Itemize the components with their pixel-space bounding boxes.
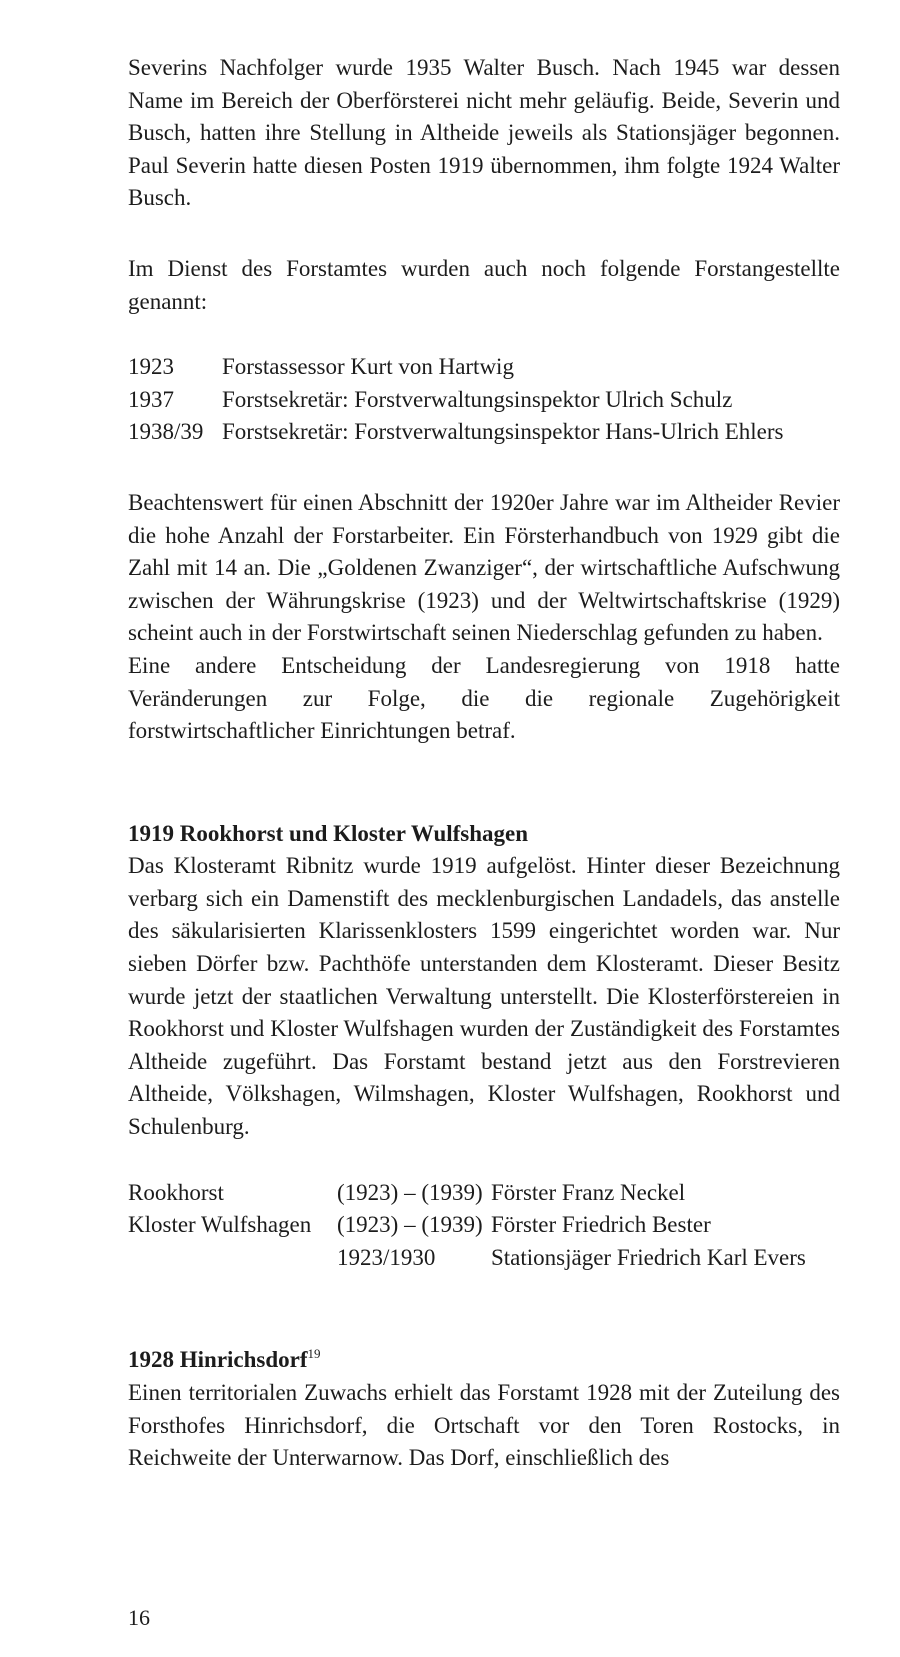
revier-person: Förster Friedrich Bester xyxy=(491,1212,711,1238)
paragraph-landesregierung: Eine andere Entscheidung der Landesregierung von 1918 hatte Veränderungen zur Folge, die die regionale Zugehörigkeit forstwirtschaftlicher Einrichtungen betraf. xyxy=(128,652,840,744)
staff-list xyxy=(128,351,840,449)
revier-period: 1923/1930 xyxy=(337,1244,436,1270)
staff-role: Forstsekretär: Forstverwaltungsinspektor Hans-Ulrich Ehlers xyxy=(222,419,784,445)
revier-place: Rookhorst xyxy=(128,1179,224,1205)
list-item xyxy=(128,1177,840,1210)
paragraph-hinrichsdorf: Einen territorialen Zuwachs erhielt das Forstamt 1928 mit der Zuteilung des Forsthofes Hinrichsdorf, die Ortschaft vor den Toren Rostocks, in Reichweite der Unterwarnow. Das Dorf, einschließlich des xyxy=(128,1380,840,1471)
revier-period: (1923) – (1939) xyxy=(337,1179,483,1205)
paragraph-klosteramt: Das Klosteramt Ribnitz wurde 1919 aufgelöst. Hinter dieser Bezeichnung verbarg sich ein Damenstift des mecklenburgischen Landadels, das anstelle des säkularisierten Klarissenklosters 1599 eingerichtet worden war. Nur sieben Dörfer bzw. Pachthöfe unterstanden dem Klosteramt. Dieser Besitz wurde jetzt der staatlichen Verwaltung unterstellt. Die Klosterförstereien in Rookhorst und Kloster Wulfshagen wurden der Zuständigkeit des Forstamtes Altheide zugeführt. Das Forstamt bestand jetzt aus den Forstrevieren Altheide, Völkshagen, Wilmshagen, Kloster Wulfshagen, Rookhorst und Schulenburg. xyxy=(128,853,840,1140)
spacer xyxy=(128,748,840,818)
spacer xyxy=(128,318,840,351)
revier-person: Förster Franz Neckel xyxy=(491,1179,686,1205)
section-heading-text: 1928 Hinrichsdorf xyxy=(128,1347,308,1373)
staff-year: 1923 xyxy=(128,354,174,380)
paragraph-forstangestellte: Im Dienst des Forstamtes wurden auch noch folgende Forstangestellte genannt: xyxy=(128,255,840,314)
page-body xyxy=(128,52,840,1475)
list-item xyxy=(128,416,840,449)
list-item xyxy=(128,1209,840,1242)
list-item xyxy=(128,384,840,417)
list-item xyxy=(128,351,840,384)
paragraph-severin: Severins Nachfolger wurde 1935 Walter Busch. Nach 1945 war dessen Name im Bereich der Oberförsterei nicht mehr geläufig. Beide, Severin und Busch, hatten ihre Stellung in Altheide jeweils als Stationsjäger begonnen. Paul Severin hatte diesen Posten 1919 übernommen, ihm folgte 1924 Walter Busch. xyxy=(128,55,840,211)
page-number: 16 xyxy=(128,1605,150,1630)
section-heading-rookhorst: 1919 Rookhorst und Kloster Wulfshagen xyxy=(128,820,529,846)
staff-role: Forstassessor Kurt von Hartwig xyxy=(222,354,514,380)
spacer xyxy=(128,1144,840,1177)
footnote-reference[interactable]: 19 xyxy=(307,1346,321,1362)
revier-place: Kloster Wulfshagen xyxy=(128,1212,312,1238)
spacer xyxy=(128,449,840,487)
staff-role: Forstsekretär: Forstverwaltungsinspektor Ulrich Schulz xyxy=(222,386,733,412)
list-item xyxy=(128,1242,840,1275)
staff-year: 1938/39 xyxy=(128,419,204,445)
section-heading-hinrichsdorf xyxy=(128,1344,840,1377)
paragraph-forstarbeiter: Beachtenswert für einen Abschnitt der 1920er Jahre war im Altheider Revier die hohe Anzahl der Forstarbeiter. Ein Försterhandbuch von 1929 gibt die Zahl mit 14 an. Die „Goldenen Zwanziger“, der wirtschaftliche Aufschwung zwischen der Währungskrise (1923) und der Weltwirtschaftskrise (1929) scheint auch in der Forstwirtschaft seinen Niederschlag gefunden zu haben. xyxy=(128,489,840,646)
spacer xyxy=(128,215,840,253)
spacer xyxy=(128,1274,840,1344)
revier-place xyxy=(128,1242,337,1275)
revier-list xyxy=(128,1177,840,1275)
staff-year: 1937 xyxy=(128,386,174,412)
revier-person: Stationsjäger Friedrich Karl Evers xyxy=(491,1244,806,1270)
revier-period: (1923) – (1939) xyxy=(337,1212,483,1238)
